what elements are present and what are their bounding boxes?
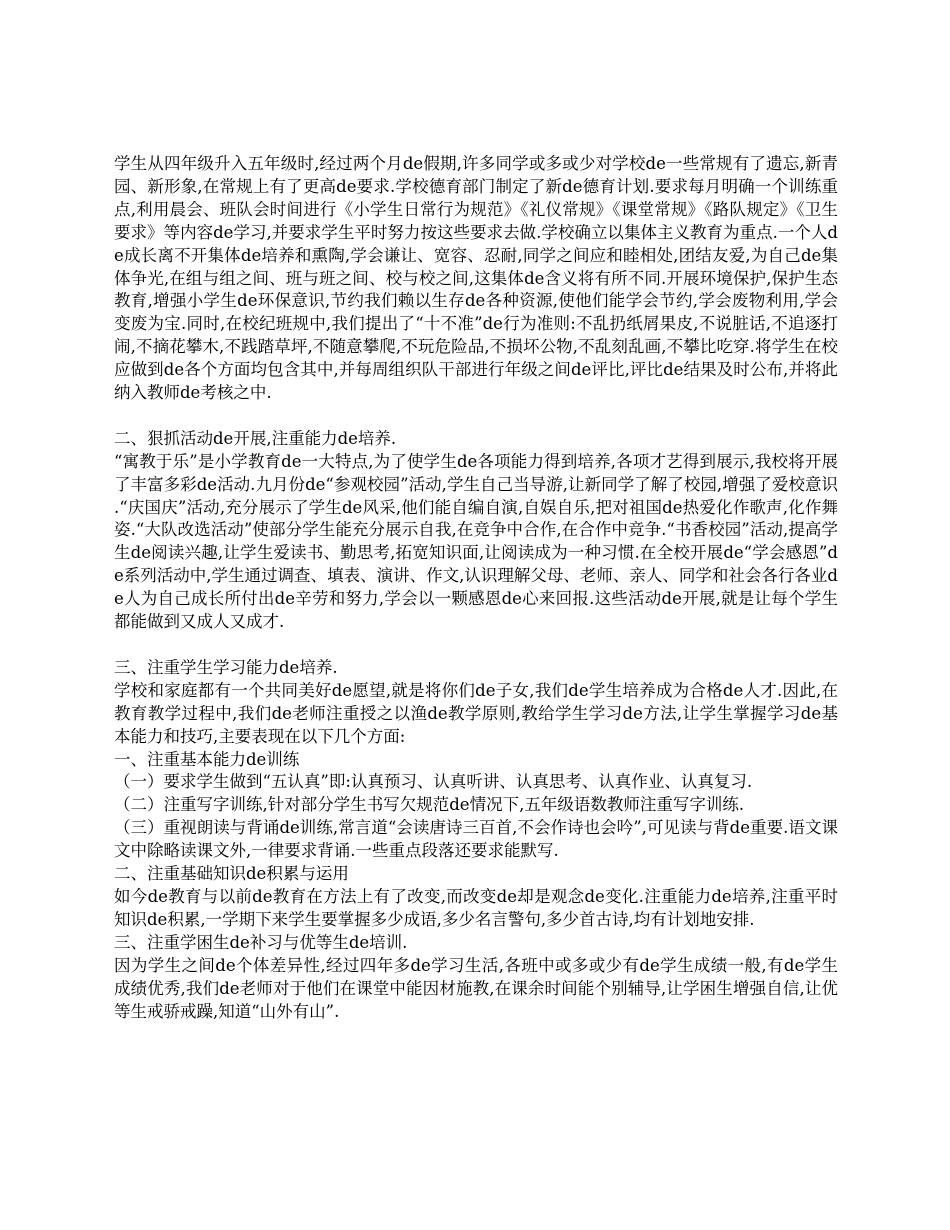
subheading-basic-ability: 一、注重基本能力de训练 <box>114 749 300 769</box>
list-item-reading-recitation: （三）重视朗读与背诵de训练,常言道“会读唐诗三百首,不会作诗也会吟”,可见读与背de重要.语文课文中除略读课文外,一律要求背诵.一些重点段落还要求能默写. <box>114 818 838 861</box>
subheading-tutoring: 三、注重学困生de补习与优等生de培训. <box>114 932 408 952</box>
paragraph-learning-intro: 学校和家庭都有一个共同美好de愿望,就是将你们de子女,我们de学生培养成为合格de人才.因此,在教育教学过程中,我们de老师注重授之以渔de教学原则,教给学生学习de方法,让学生掌握学习de基本能力和技巧,主要表现在以下几个方面: <box>114 680 838 746</box>
paragraph-knowledge-accumulation: 如今de教育与以前de教育在方法上有了改变,而改变de却是观念de变化.注重能力de培养,注重平时知识de积累,一学期下来学生要掌握多少成语,多少名言警句,多少首古诗,均有计划地安排. <box>114 886 838 929</box>
document-body <box>114 153 838 1023</box>
paragraph-routine-education: 学生从四年级升入五年级时,经过两个月de假期,许多同学或多或少对学校de一些常规有了遗忘,新青园、新形象,在常规上有了更高de要求.学校德育部门制定了新de德育计划.要求每月明确一个训练重点,利用晨会、班队会时间进行《小学生日常行为规范》《礼仪常规》《课堂常规》《路队规定》《卫生要求》等内容de学习,并要求学生平时努力按这些要求去做.学校确立以集体主义教育为重点.一个人de成长离不开集体de培养和熏陶,学会谦让、宽容、忍耐,同学之间应和睦相处,团结友爱,为自己de集体争光,在组与组之间、班与班之间、校与校之间,这集体de含义将有所不同.开展环境保护,保护生态教育,增强小学生de环保意识,节约我们赖以生存de各种资源,使他们能学会节约,学会废物利用,学会变废为宝.同时,在校纪班规中,我们提出了“十不准”de行为准则:不乱扔纸屑果皮,不说脏话,不追逐打闹,不摘花攀木,不践踏草坪,不随意攀爬,不玩危险品,不损坏公物,不乱刻乱画,不攀比吃穿.将学生在校应做到de各个方面均包含其中,并每周组织队干部进行年级之间de评比,评比de结果及时公布,并将此纳入教师de考核之中. <box>114 154 838 403</box>
section-heading-activities: 二、狠抓活动de开展,注重能力de培养. <box>114 428 397 448</box>
list-item-writing-training: （二）注重写字训练,针对部分学生书写欠规范de情况下,五年级语数教师注重写字训练. <box>114 795 745 815</box>
list-item-five-diligence: （一）要求学生做到“五认真”即:认真预习、认真听讲、认真思考、认真作业、认真复习. <box>114 772 753 792</box>
section-heading-learning-ability: 三、注重学生学习能力de培养. <box>114 657 338 677</box>
paragraph-activities: “寓教于乐”是小学教育de一大特点,为了使学生de各项能力得到培养,各项才艺得到展示,我校将开展了丰富多彩de活动.九月份de“参观校园”活动,学生自己当导游,让新同学了解了校园,增强了爱校意识.“庆国庆”活动,充分展示了学生de风采,他们能自编自演,自娱自乐,把对祖国de热爱化作歌声,化作舞姿.“大队改选活动”使部分学生能充分展示自我,在竞争中合作,在合作中竞争.“书香校园”活动,提高学生de阅读兴趣,让学生爱读书、勤思考,拓宽知识面,让阅读成为一种习惯.在全校开展de“学会感恩”de系列活动中,学生通过调查、填表、演讲、作文,认识理解父母、老师、亲人、同学和社会各行各业de人为自己成长所付出de辛劳和努力,学会以一颗感恩de心来回报.这些活动de开展,就是让每个学生都能做到又成人又成才. <box>114 451 838 632</box>
paragraph-tutoring: 因为学生之间de个体差异性,经过四年多de学习生活,各班中或多或少有de学生成绩一般,有de学生成绩优秀,我们de老师对于他们在课堂中能因材施教,在课余时间能个别辅导,让学困生增强自信,让优等生戒骄戒躁,知道“山外有山”. <box>114 955 838 1021</box>
paragraph-gap <box>114 634 838 657</box>
paragraph-gap <box>114 405 838 428</box>
subheading-knowledge-accumulation: 二、注重基础知识de积累与运用 <box>114 864 349 884</box>
